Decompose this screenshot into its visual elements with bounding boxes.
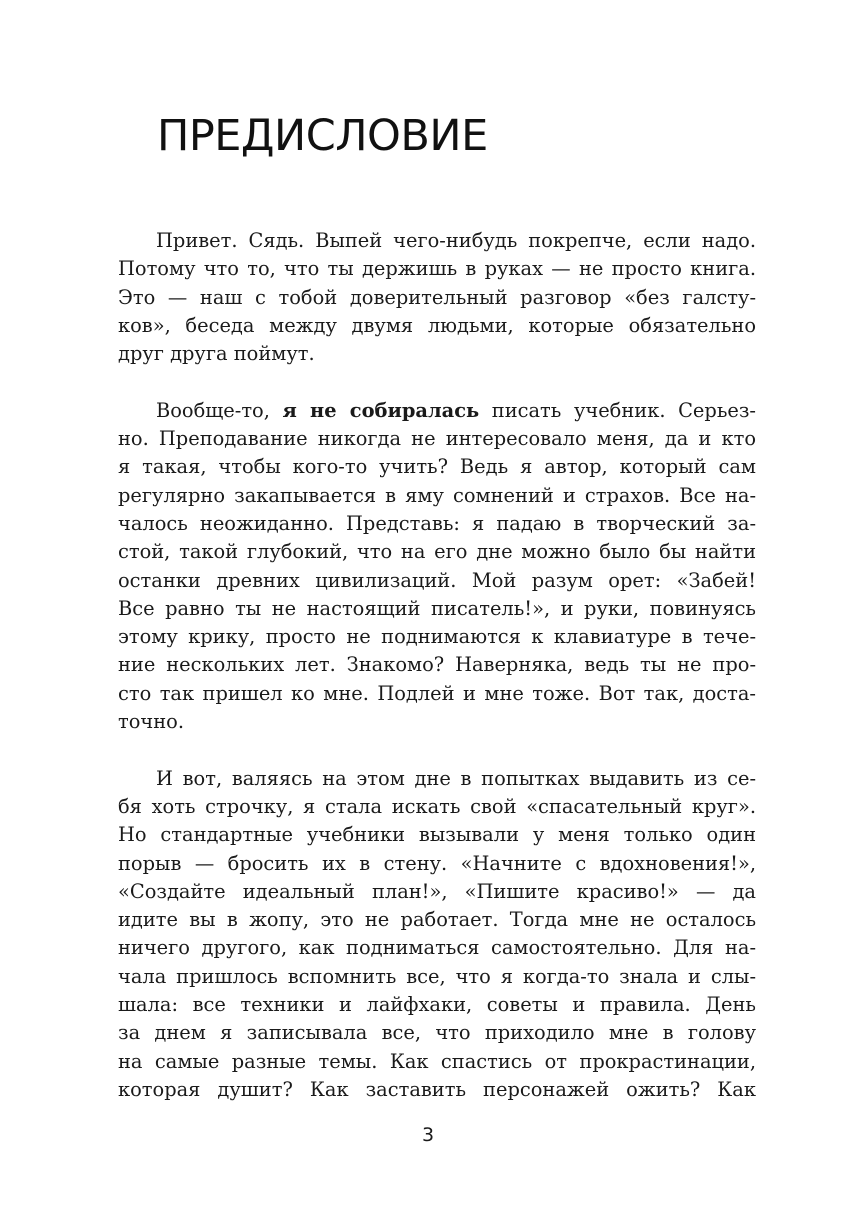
text-line: Привет. Сядь. Выпей чего-нибудь покрепче, если надо. xyxy=(156,229,756,252)
text-line: друг друга поймут. xyxy=(118,342,315,366)
text-line: сто так пришел ко мне. Подлей и мне тоже. Вот так, доста- xyxy=(118,681,756,705)
text-line: Но стандартные учебники вызывали у меня только один xyxy=(118,823,756,847)
text-line xyxy=(118,397,756,425)
paragraph-1 xyxy=(118,227,756,368)
page-number: 3 xyxy=(421,1124,435,1146)
text-line: шала: все техники и лайфхаки, советы и правила. День xyxy=(118,993,756,1017)
text-line: ние нескольких лет. Знакомо? Наверняка, ведь ты не про- xyxy=(118,653,756,677)
bold-phrase: я не собиралась xyxy=(282,398,480,422)
text-segment: писать учебник. Серьез- xyxy=(479,398,756,422)
text-line: чала пришлось вспомнить все, что я когда-то знала и слы- xyxy=(118,964,756,988)
text-line: идите вы в жопу, это не работает. Тогда мне не осталось xyxy=(118,908,756,932)
text-line: стой, такой глубокий, что на его дне можно было бы найти xyxy=(118,540,756,564)
text-line: за днем я записывала все, что приходило мне в голову xyxy=(118,1021,756,1045)
text-line: порыв — бросить их в стену. «Начните с вдохновения!», xyxy=(118,851,756,875)
text-line: ничего другого, как подниматься самостоятельно. Для на- xyxy=(118,936,756,960)
text-line: на самые разные темы. Как спастись от прокрастинации, xyxy=(118,1049,756,1073)
text-line: Все равно ты не настоящий писатель!», и руки, повинуясь xyxy=(118,596,756,620)
text-line: регулярно закапывается в яму сомнений и страхов. Все на- xyxy=(118,483,756,507)
text-line: этому крику, просто не поднимаются к клавиатуре в тече- xyxy=(118,625,756,649)
text-segment: Вообще-то, xyxy=(156,398,283,422)
paragraph-3 xyxy=(118,765,756,1105)
body-text xyxy=(118,227,756,1133)
text-line: И вот, валяясь на этом дне в попытках выдавить из се- xyxy=(156,766,756,790)
text-line: ков», беседа между двумя людьми, которые обязательно xyxy=(118,313,756,337)
paragraph-2 xyxy=(118,397,756,737)
text-line: точно. xyxy=(118,710,184,734)
chapter-heading: ПРЕДИСЛОВИЕ xyxy=(157,111,488,161)
text-line: останки древних цивилизаций. Мой разум орет: «Забей! xyxy=(118,568,756,592)
text-line: Потому что то, что ты держишь в руках — не просто книга. xyxy=(118,257,756,281)
text-line: бя хоть строчку, я стала искать свой «спасательный круг». xyxy=(118,794,756,818)
text-line: я такая, чтобы кого-то учить? Ведь я автор, который сам xyxy=(118,455,756,479)
text-line: которая душит? Как заставить персонажей ожить? Как xyxy=(118,1077,756,1101)
text-line: Это — наш с тобой доверительный разговор «без галсту- xyxy=(118,285,756,309)
text-line: но. Преподавание никогда не интересовало меня, да и кто xyxy=(118,427,756,451)
text-line: чалось неожиданно. Представь: я падаю в творческий за- xyxy=(118,511,756,535)
text-line: «Создайте идеальный план!», «Пишите красиво!» — да xyxy=(118,879,756,903)
